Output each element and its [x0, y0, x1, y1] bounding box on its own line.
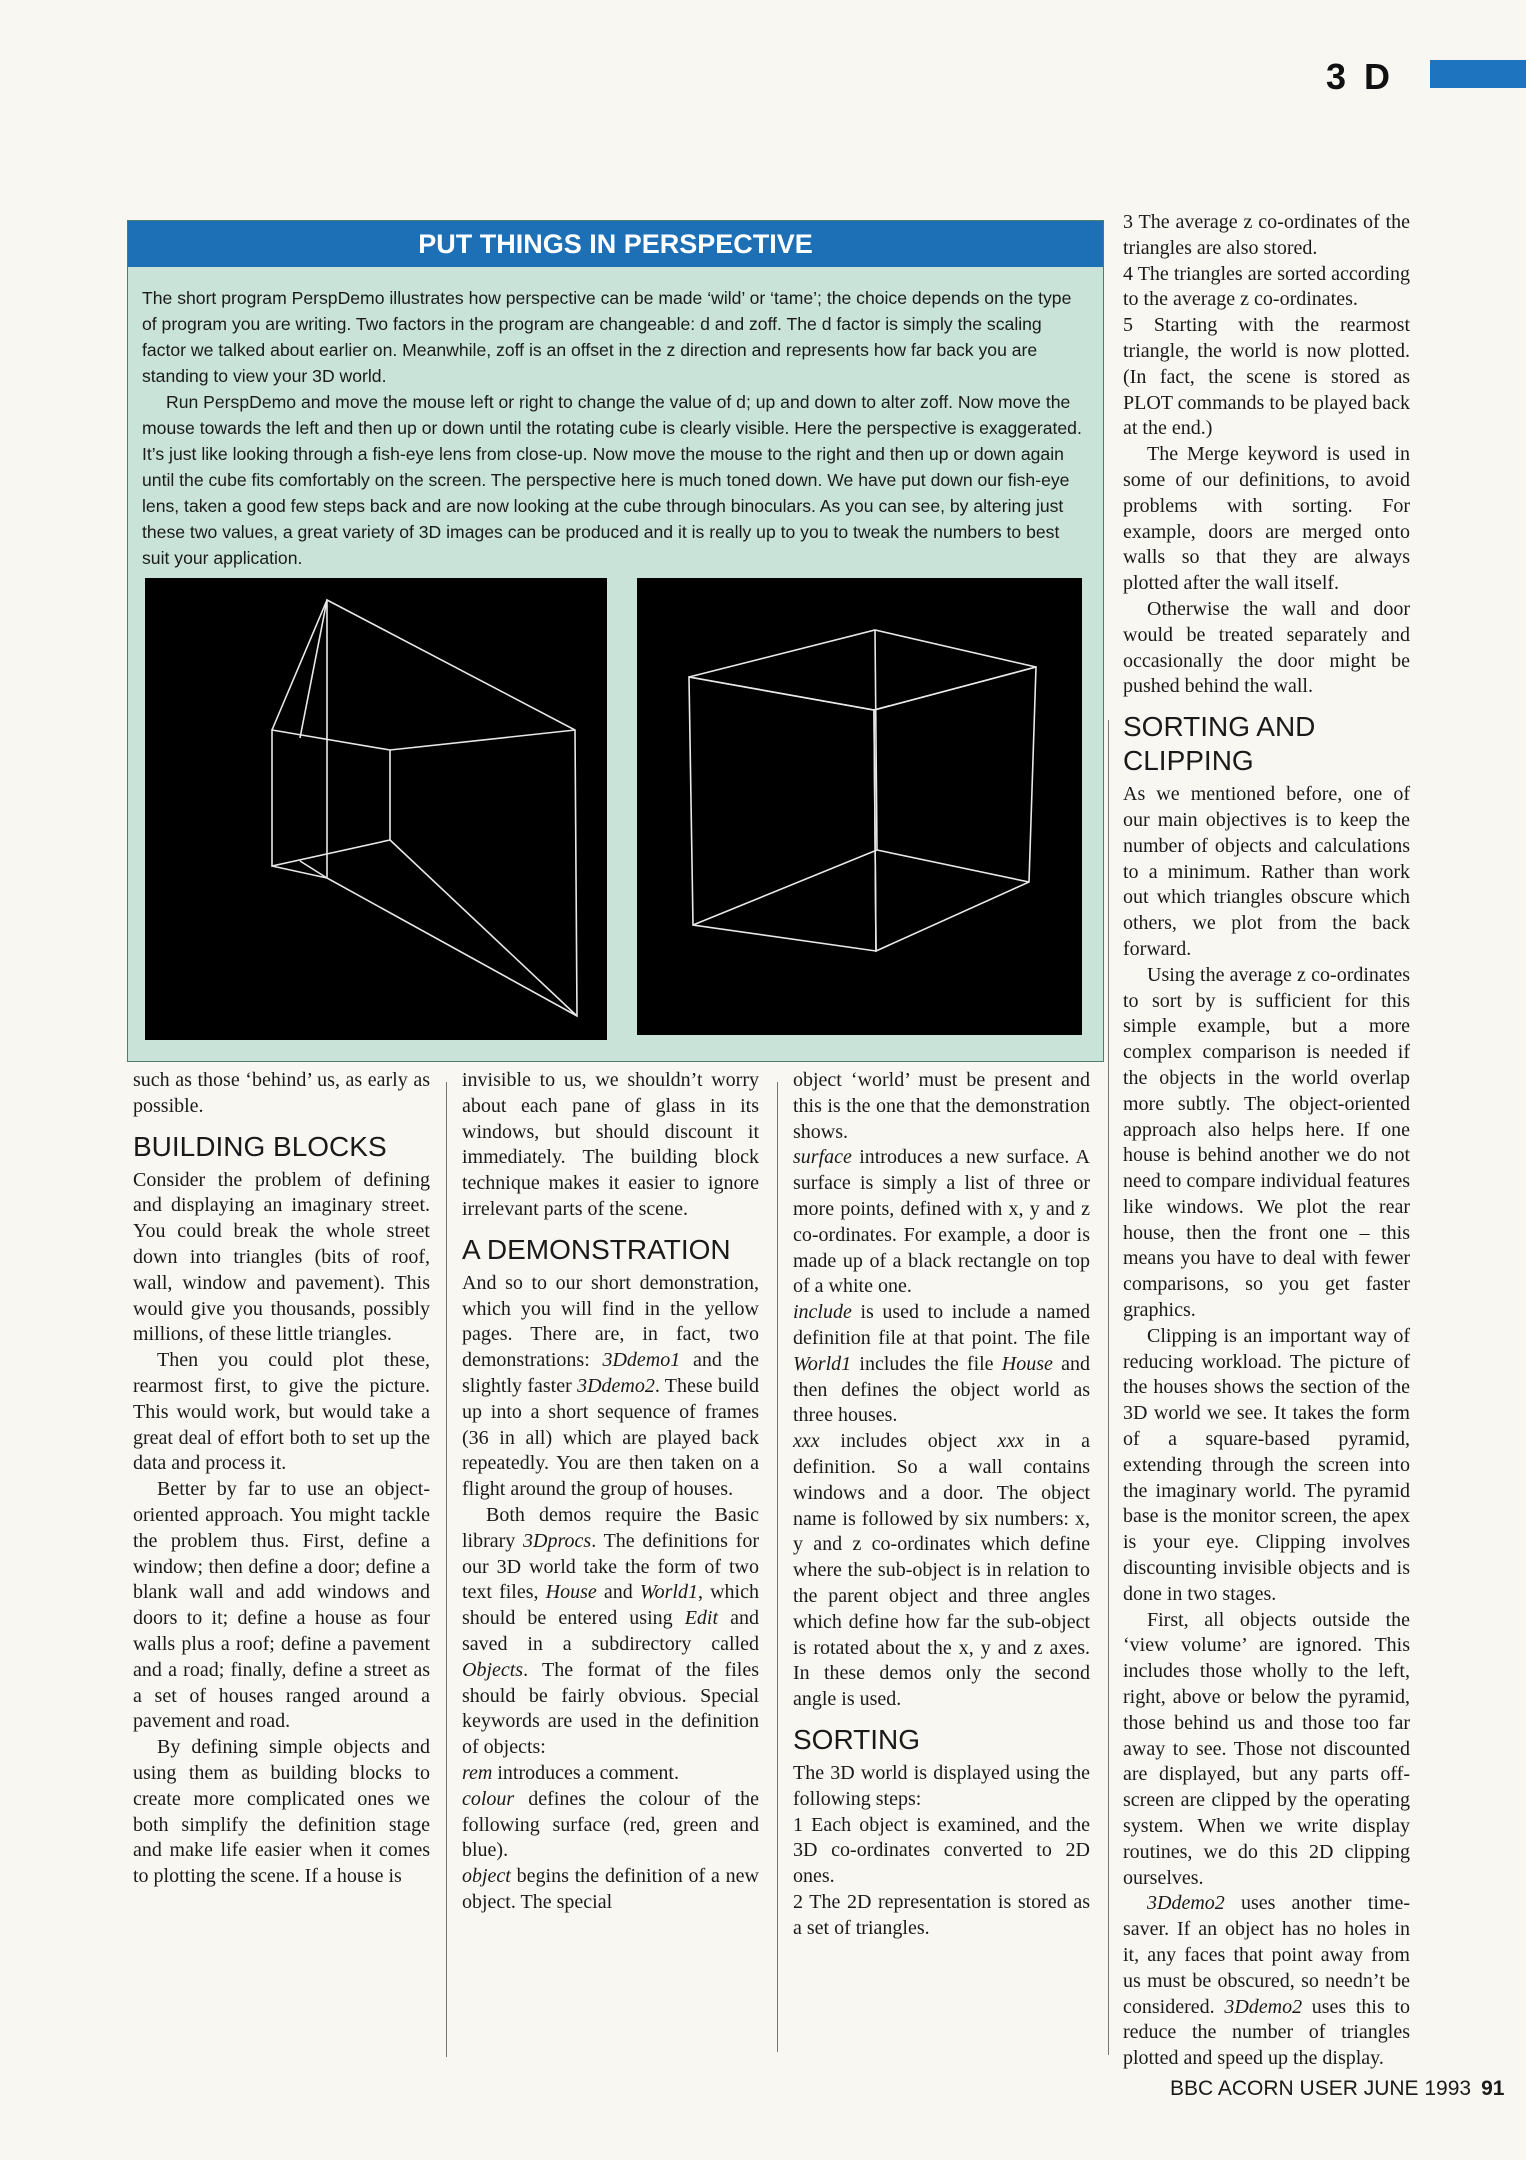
sort-step: 4 The triangles are sorted according to the average z co-ordinates.: [1123, 262, 1410, 311]
cube-edge: [390, 730, 575, 750]
body-paragraph: such as those ‘behind’ us, as early as possible.: [133, 1069, 430, 1117]
sort-step: 5 Starting with the rearmost triangle, the world is now plotted. (In fact, the scene is stored as PLOT commands to be played back at the end.): [1123, 314, 1410, 440]
body-paragraph: Otherwise the wall and door would be treated separately and occasionally the door might be pushed behind the wall.: [1123, 597, 1410, 698]
program-name: 3Ddemo1: [602, 1349, 681, 1372]
section-heading: A DEMONSTRATION: [462, 1233, 731, 1265]
tame-perspective-cube-image: [637, 578, 1082, 1035]
keyword: rem: [462, 1761, 493, 1784]
column-divider: [1108, 720, 1109, 2055]
cube-hidden-edge: [693, 850, 877, 925]
keyword-definition: rem introduces a comment.: [462, 1761, 679, 1784]
cube-front-face: [272, 730, 390, 866]
section-heading: SORTING AND CLIPPING: [1123, 711, 1316, 777]
article-column-3: [793, 1068, 1090, 1942]
cube-front-face: [689, 630, 1036, 710]
column-divider: [446, 1082, 447, 2057]
article-column-4: [1123, 210, 1410, 2072]
sort-step: 3 The average z co-ordinates of the triangles are also stored.: [1123, 211, 1410, 259]
program-name: 3Ddemo2: [1147, 1892, 1225, 1915]
body-paragraph: And so to our short demonstration, which you will find in the yellow pages. There are, in fact, two demonstrations: 3Ddemo1 and the slightly faster 3Ddemo2. These build up into a short sequence of frames (36 in all) which are played back repeatedly. You are then taken on a flight around the group of houses.: [462, 1271, 759, 1501]
section-heading: BUILDING BLOCKS: [133, 1130, 387, 1162]
body-paragraph: By defining simple objects and using them as building blocks to create more complicated ones we both simplify the definition stage and make life easier when it comes to plotting the scene. If a house is: [133, 1736, 430, 1888]
body-paragraph: 3Ddemo2 uses another time-saver. If an object has no holes in it, any faces that point away from us must be obscured, so needn’t be considered. 3Ddemo2 uses this to reduce the number of triangles plotted and speed up the display.: [1123, 1892, 1410, 2070]
section-color-bar: [1430, 60, 1526, 88]
sidebar-box-text: [128, 267, 1103, 571]
program-name: 3Ddemo2: [1224, 1995, 1303, 2018]
keyword: surface: [793, 1146, 852, 1169]
body-paragraph: Better by far to use an object-oriented approach. You might tackle the problem thus. First, define a window; then define a door; define a blank wall and add windows and doors to it; define a house as four walls plus a roof; define a pavement and a road; finally, define a street as a set of houses ranged around a pavement and road.: [133, 1478, 430, 1733]
keyword: object: [462, 1865, 511, 1888]
keyword: include: [793, 1301, 852, 1324]
cube-right-face: [874, 667, 1036, 951]
body-paragraph: Both demos require the Basic library 3Dprocs. The definitions for our 3D world take the form of two text files, House and World1, which should be entered using Edit and saved in a subdirectory called Objects. The format of the files should be fairly obvious. Special keywords are used in the definition of objects:: [462, 1503, 759, 1759]
body-paragraph: Consider the problem of defining and displaying an imaginary street. You could break the whole street down into triangles (bits of roof, wall, window and pavement). This would give you thousands, possibly millions, of these little triangles.: [133, 1168, 430, 1346]
cube-edge: [300, 600, 327, 738]
sort-step: 1 Each object is examined, and the 3D co-ordinates converted to 2D ones.: [793, 1813, 1090, 1888]
keyword-definition: colour defines the colour of the following surface (red, green and blue).: [462, 1787, 759, 1862]
page-footer: [1170, 2077, 1504, 2101]
wide-perspective-cube-image: [145, 578, 607, 1040]
sidebar-paragraph: Run PerspDemo and move the mouse left or right to change the value of d; up and down to alter zoff. Now move the mouse towards the left and then up or down until the rotating cube is clearly visible. Here the perspective is exaggerated. It’s just like looking through a fish-eye lens from close-up. Now move the mouse to the right and then up or down again until the cube fits comfortably on the screen. The perspective here is much toned down. We have put down our fish-eye lens, taken a good few steps back and are now looking at the cube through binoculars. As you can see, by altering just these two values, a great variety of 3D images can be produced and it is really up to you to tweak the numbers to best suit your application.: [142, 392, 1082, 568]
section-heading: SORTING: [793, 1723, 921, 1755]
sidebar-paragraph: The short program PerspDemo illustrates how perspective can be made ‘wild’ or ‘tame’; the choice depends on the type of program you are writing. Two factors in the program are changeable: d and zoff. The d factor is simply the scaling factor we talked about earlier on. Meanwhile, zoff is an offset in the z direction and represents how far back you are standing to view your 3D world.: [142, 288, 1072, 386]
body-paragraph: The 3D world is displayed using the following steps:: [793, 1761, 1090, 1810]
keyword-definition: xxx includes object xxx in a definition. So a wall contains windows and a door. The object name is followed by six numbers: x, y and z co-ordinates which define where the sub-object is in relation to the parent object and three angles which define how far the sub-object is rotated about the x, y and z axes. In these demos only the second angle is used.: [793, 1430, 1090, 1711]
section-tag: 3 D: [1326, 56, 1395, 97]
cube-hidden-edge: [877, 850, 1029, 882]
cube-left-face: [689, 677, 876, 951]
body-paragraph: As we mentioned before, one of our main objectives is to keep the number of objects and calculations to a minimum. Rather than work out which triangles obscure which others, we plot from the back forward.: [1123, 783, 1410, 960]
keyword: colour: [462, 1787, 515, 1810]
keyword: xxx: [793, 1430, 820, 1453]
keyword-definition: object begins the definition of a new object. The special: [462, 1865, 759, 1913]
body-paragraph: object ‘world’ must be present and this is the one that the demonstration shows.: [793, 1069, 1090, 1143]
body-paragraph: invisible to us, we shouldn’t worry about each pane of glass in its windows, but should discount it immediately. The building block technique makes it easier to ignore irrelevant parts of the scene.: [462, 1069, 759, 1220]
body-paragraph: Then you could plot these, rearmost first, to give the picture. This would work, but would take a great deal of effort both to set up the data and process it.: [133, 1349, 430, 1475]
sidebar-box-title: PUT THINGS IN PERSPECTIVE: [128, 221, 1103, 267]
program-name: 3Ddemo2: [577, 1374, 655, 1397]
cube-back-face: [327, 600, 577, 1016]
article-column-2: [462, 1068, 759, 1916]
body-paragraph: Clipping is an important way of reducing workload. The picture of the houses shows the section of the 3D world we see. It takes the form of a square-based pyramid, extending through the screen into the imaginary world. The pyramid base is the monitor screen, the apex is your eye. Clipping involves discounting invisible objects and is done in two stages.: [1123, 1324, 1410, 1605]
keyword-definition: surface introduces a new surface. A surface is simply a list of three or more points, defined with x, y and z co-ordinates. For example, a door is made up of a black rectangle on top of a white one.: [793, 1146, 1090, 1298]
sort-step: 2 The 2D representation is stored as a set of triangles.: [793, 1890, 1090, 1939]
article-column-1: [133, 1068, 430, 1890]
body-paragraph: Using the average z co-ordinates to sort by is sufficient for this simple example, but a more complex comparison is needed if the objects in the world overlap more subtly. The object-oriented approach also helps here. If one house is behind another we do not need to compare individual features like windows. We plot the rear house, then the front one – this means you have to deal with fewer comparisons, so you get faster graphics.: [1123, 963, 1410, 1322]
cube-edge: [272, 600, 327, 730]
column-divider: [777, 1082, 778, 2052]
keyword-definition: include is used to include a named definition file at that point. The file World1 includes the file House and then defines the object world as three houses.: [793, 1301, 1090, 1427]
page-number: 91: [1481, 2077, 1505, 2100]
body-paragraph: First, all objects outside the ‘view volume’ are ignored. This includes those wholly to the left, right, above or below the pyramid, those behind us and those too far away to see. Those not discounted are displayed, but any parts off-screen are clipped by the operating system. When we write display routines, we do this 2D clipping ourselves.: [1123, 1608, 1410, 1889]
body-paragraph: The Merge keyword is used in some of our definitions, to avoid problems with sorting. For example, doors are merged onto walls so that they are always plotted after the wall itself.: [1123, 443, 1410, 595]
publication-name: BBC ACORN USER JUNE 1993: [1170, 2077, 1472, 2100]
